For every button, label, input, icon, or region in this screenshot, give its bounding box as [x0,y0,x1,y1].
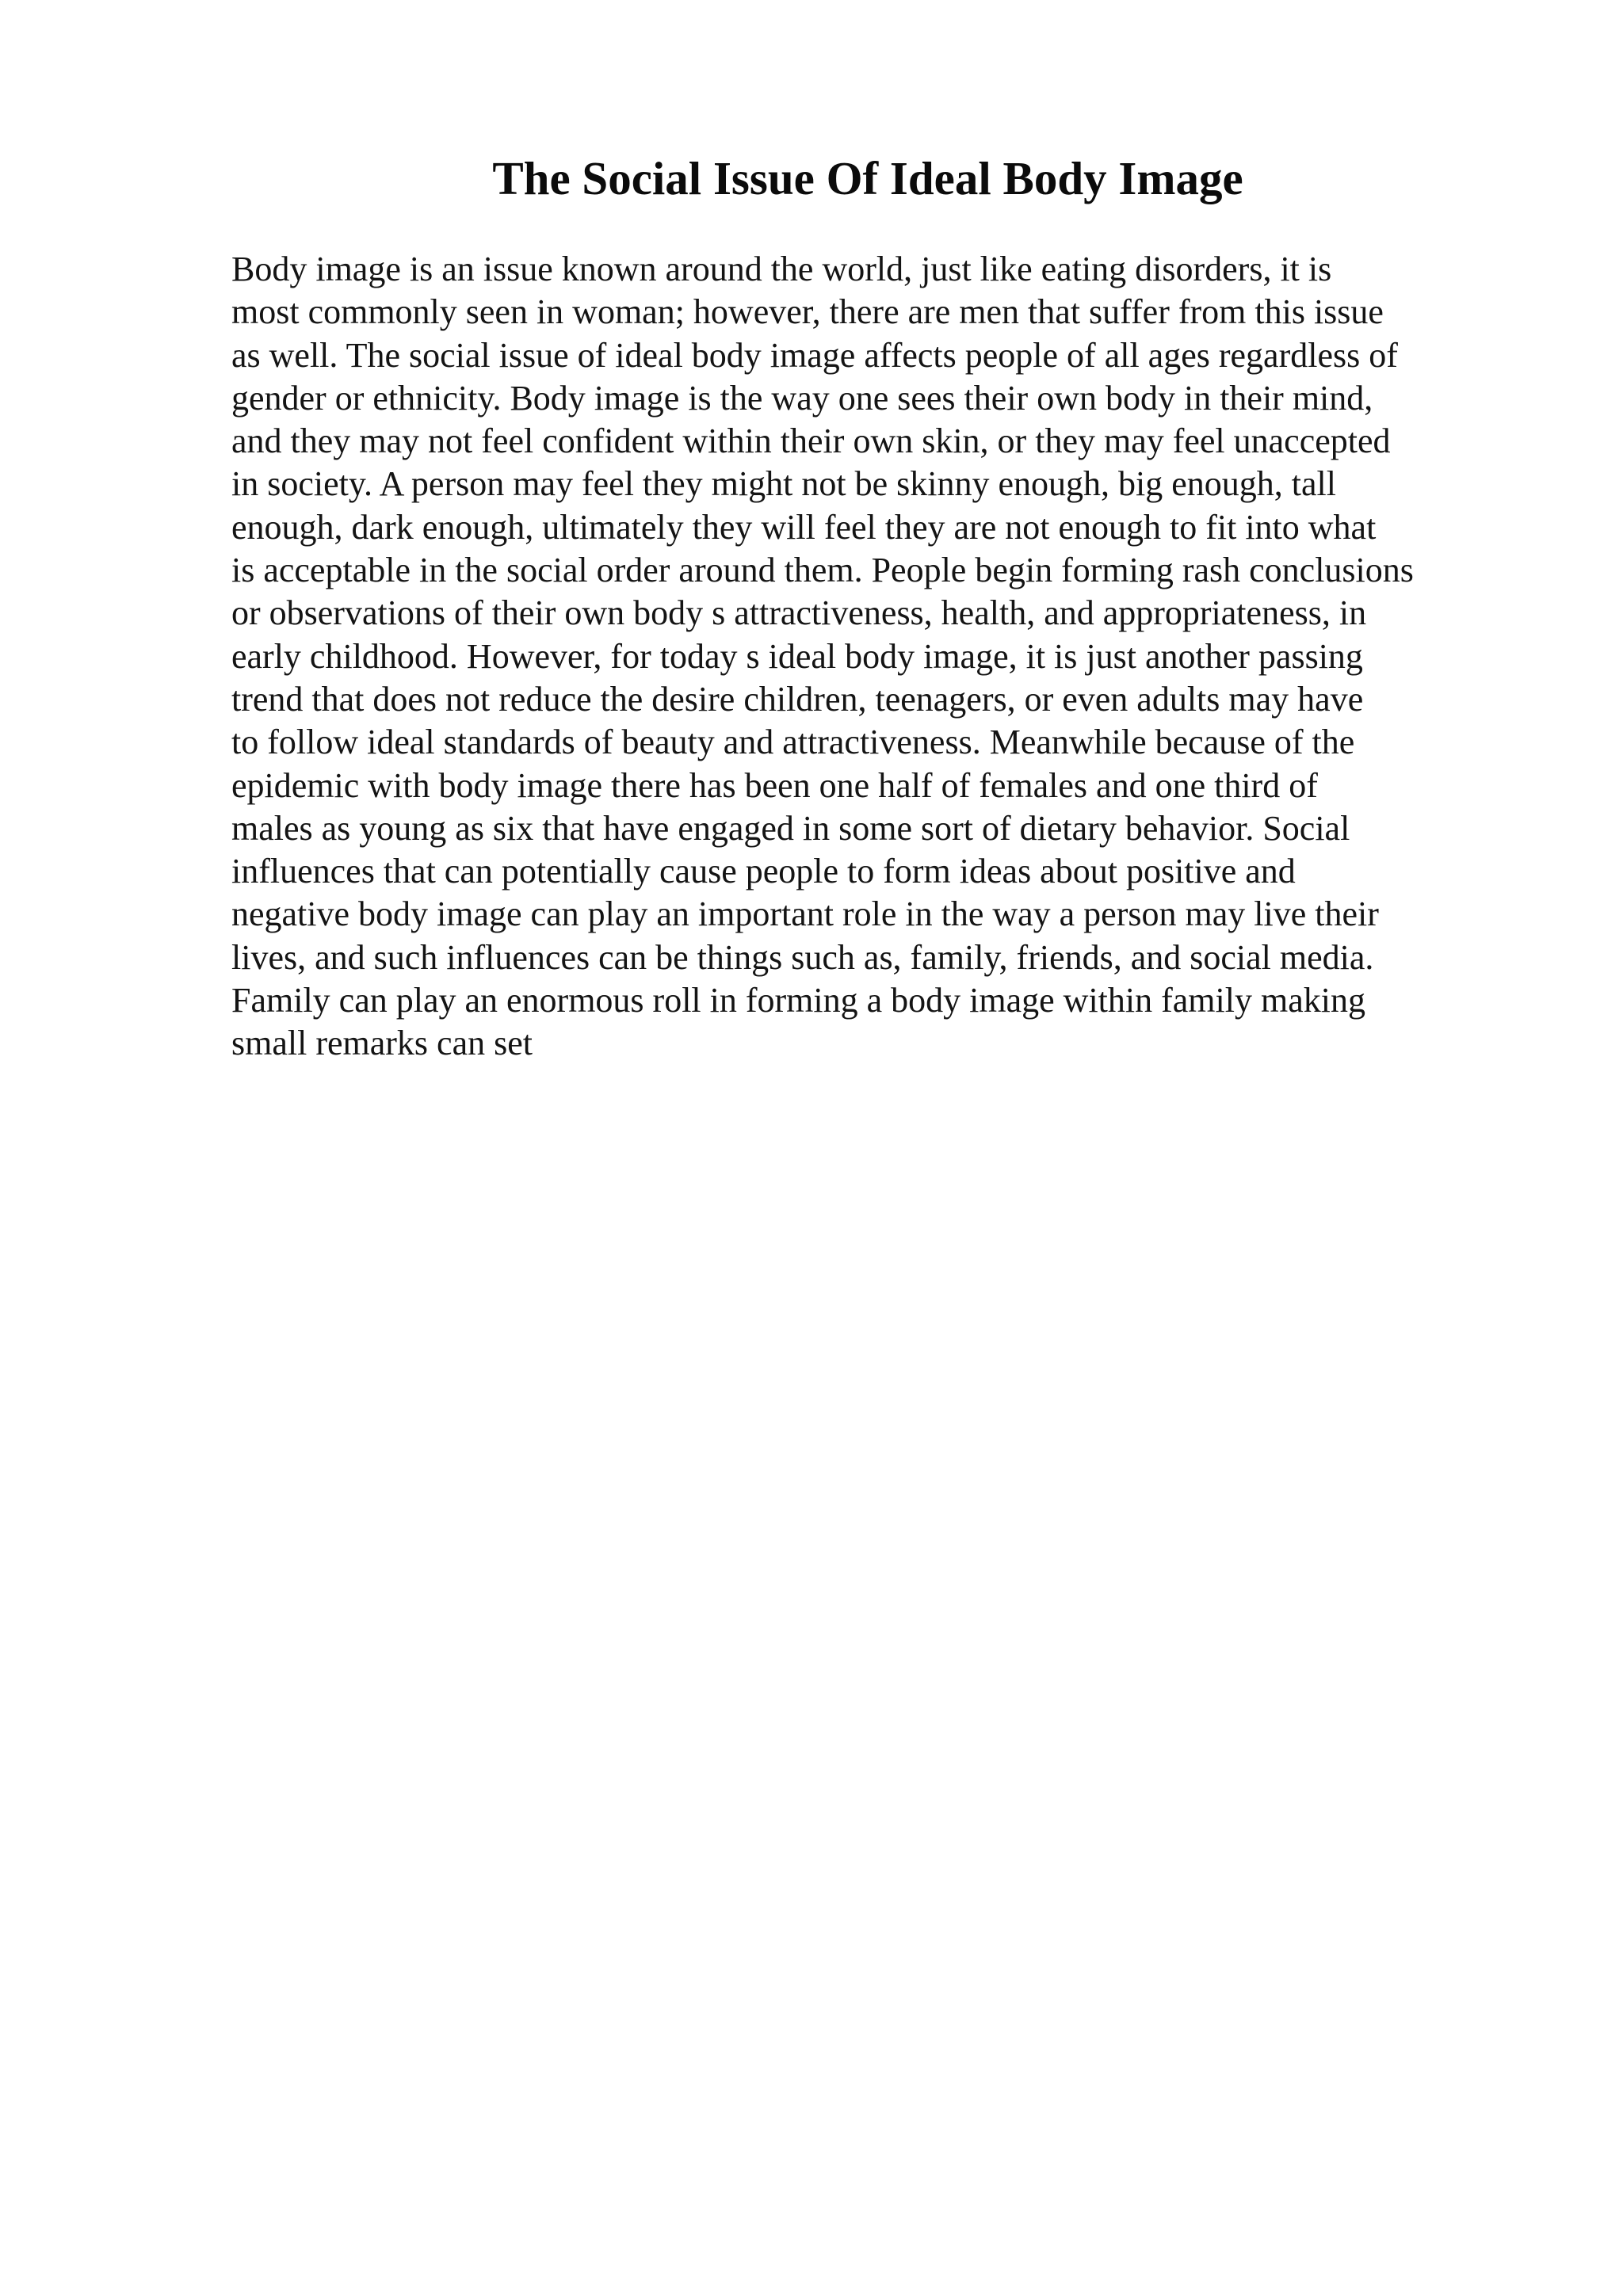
text-line: is acceptable in the social order around them. People begin forming rash conclusions [231,551,1414,590]
text-line: early childhood. However, for today s ideal body image, it is just another passing [231,636,1363,676]
text-line: or observations of their own body s attractiveness, health, and appropriateness, in [231,593,1367,633]
text-line: to follow ideal standards of beauty and attractiveness. Meanwhile because of the [231,723,1355,762]
text-line: small remarks can set [231,1024,533,1063]
text-line: males as young as six that have engaged in some sort of dietary behavior. Social [231,808,1350,848]
document-title: The Social Issue Of Ideal Body Image [492,152,1243,204]
text-line: negative body image can play an important role in the way a person may live their [231,894,1379,934]
text-line: influences that can potentially cause people to form ideas about positive and [231,852,1296,891]
text-line: most commonly seen in woman; however, there are men that suffer from this issue [231,292,1384,332]
text-line: trend that does not reduce the desire children, teenagers, or even adults may have [231,679,1364,719]
text-line: lives, and such influences can be things such as, family, friends, and social media. [231,937,1374,977]
text-line: Family can play an enormous roll in forming a body image within family making [231,981,1365,1020]
text-line: gender or ethnicity. Body image is the way one sees their own body in their mind, [231,378,1373,418]
text-line: in society. A person may feel they might not be skinny enough, big enough, tall [231,464,1336,504]
text-line: enough, dark enough, ultimately they will feel they are not enough to fit into what [231,507,1377,547]
body-paragraph [231,248,1515,1066]
text-line: epidemic with body image there has been one half of females and one third of [231,765,1318,805]
text-line: as well. The social issue of ideal body image affects people of all ages regardless of [231,335,1398,375]
text-line: and they may not feel confident within their own skin, or they may feel unaccepted [231,421,1391,461]
text-line: Body image is an issue known around the world, just like eating disorders, it is [231,250,1332,288]
